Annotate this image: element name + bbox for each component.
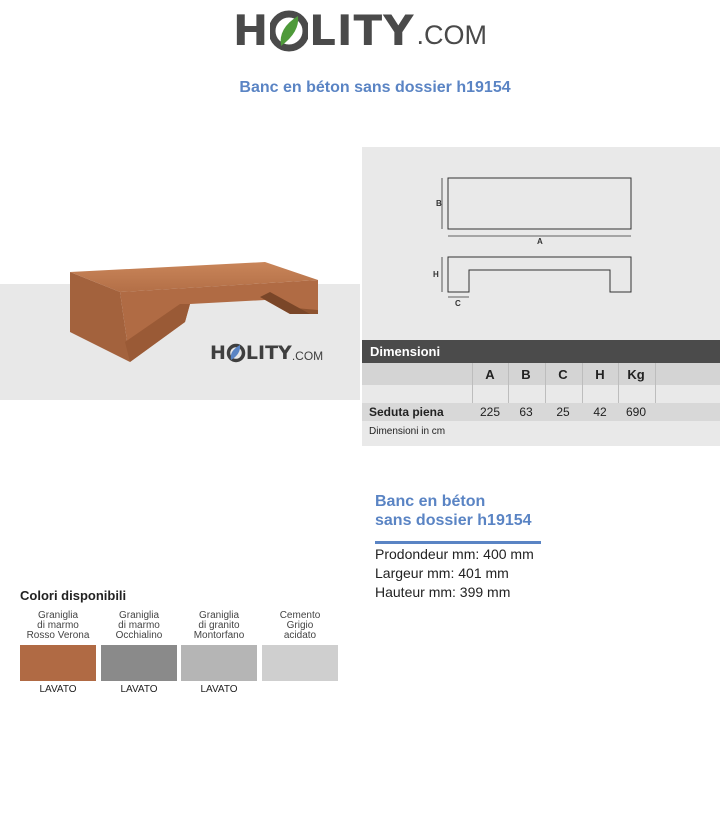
dimensions-header (362, 340, 720, 363)
swatch-label: Graniglia di granito Montorfano (193, 610, 245, 641)
logo-o-icon (270, 10, 308, 52)
watermark-o-icon (226, 343, 246, 363)
logo-text: LITY (309, 6, 415, 55)
col-header: A (485, 367, 495, 382)
technical-panel (362, 147, 720, 446)
table-cell: 690 (625, 405, 647, 419)
swatch-finish: LAVATO (200, 684, 238, 695)
table-cell: 63 (519, 405, 533, 419)
col-header: Kg (627, 367, 645, 382)
swatch-montorfano[interactable] (181, 645, 257, 681)
description-title-line2: sans dossier h19154 (375, 512, 532, 529)
photo-watermark (210, 343, 323, 363)
title-underline (375, 541, 541, 544)
swatch-finish: LAVATO (39, 684, 77, 695)
watermark-letter-h: H (210, 342, 226, 364)
swatch-label: Graniglia di marmo Occhialino (115, 610, 163, 641)
swatch-cemento-grigio[interactable] (262, 645, 338, 681)
row-label: Seduta piena (369, 405, 444, 419)
spec-depth: Prodondeur mm: 400 mm (375, 546, 534, 562)
label-a: A (537, 237, 543, 246)
swatch-rosso-verona[interactable] (20, 645, 96, 681)
watermark-domain: .COM (291, 349, 324, 363)
page-title: Banc en béton sans dossier h19154 (239, 79, 511, 96)
label-h: H (433, 270, 439, 279)
spec-height: Hauteur mm: 399 mm (375, 584, 511, 600)
label-b: B (436, 199, 442, 208)
description-title (375, 492, 675, 530)
col-header: B (521, 367, 531, 382)
spec-width: Largeur mm: 401 mm (375, 565, 509, 581)
dimension-drawing (362, 147, 720, 337)
product-photo (0, 147, 360, 400)
brand-logo[interactable] (0, 6, 720, 68)
logo-domain: .COM (416, 20, 488, 50)
swatch-finish: LAVATO (120, 684, 158, 695)
dimensions-note: Dimensioni in cm (369, 426, 446, 437)
swatch-label: Graniglia di marmo Rosso Verona (26, 610, 90, 641)
label-c: C (455, 299, 461, 308)
side-view (448, 257, 631, 292)
dimensions-title: Dimensioni (370, 344, 441, 359)
col-header: H (595, 367, 605, 382)
swatch-label: Cemento Grigio acidato (279, 610, 321, 641)
watermark-text: LITY (245, 342, 292, 364)
description-title-line1: Banc en béton (375, 493, 486, 510)
col-header: C (558, 367, 568, 382)
colors-title: Colori disponibili (20, 588, 127, 603)
table-cell: 42 (593, 405, 607, 419)
table-cell: 225 (479, 405, 501, 419)
logo-letter-h: H (232, 6, 270, 55)
swatch-occhialino[interactable] (101, 645, 177, 681)
table-cell: 25 (556, 405, 570, 419)
